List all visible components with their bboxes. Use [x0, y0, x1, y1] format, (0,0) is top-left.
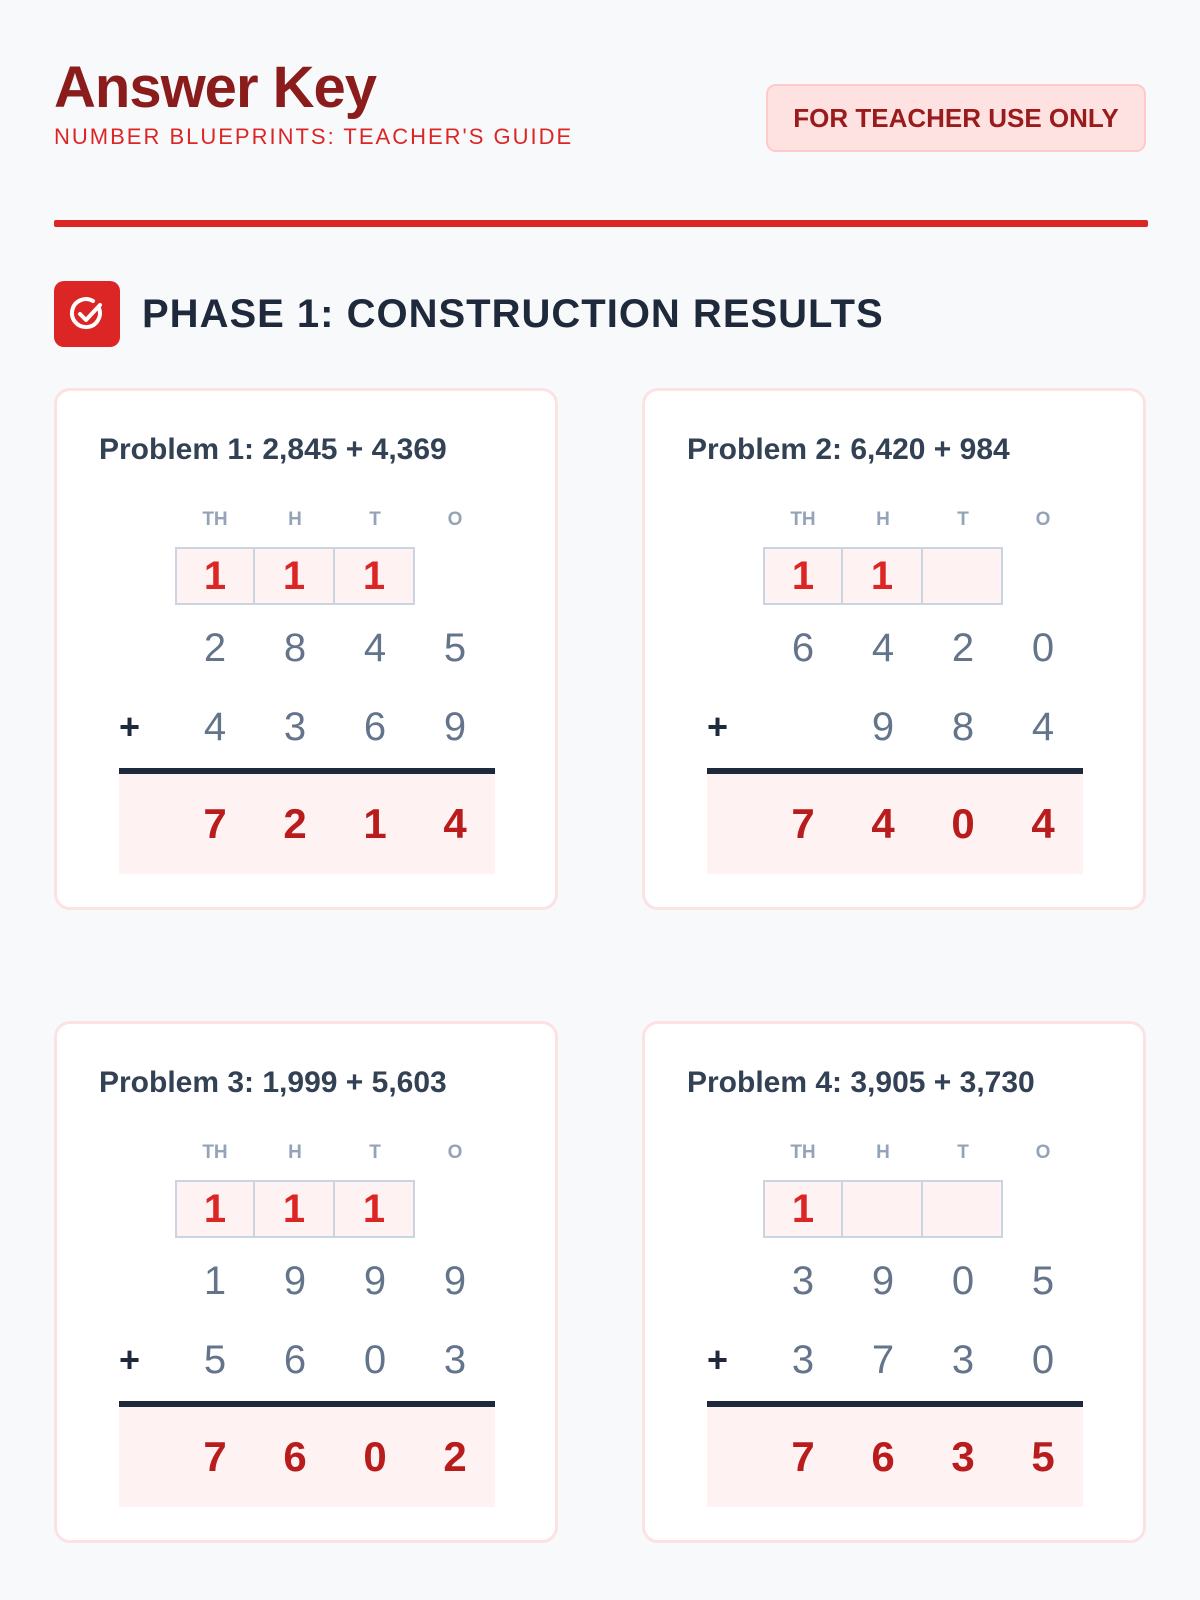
addend-digit: 6 [363, 705, 387, 749]
result-digit: 0 [951, 800, 975, 847]
problem-title: Problem 3: 1,999 + 5,603 [99, 1066, 447, 1099]
result-digit: 5 [1031, 1433, 1055, 1480]
carry-box: 1 [255, 547, 335, 605]
addend-digit: 5 [1031, 1259, 1055, 1303]
place-value-header: O [447, 509, 463, 530]
place-value-header: O [1035, 509, 1051, 530]
addend-digit: 0 [363, 1338, 387, 1382]
problem-card [642, 1021, 1146, 1543]
problem-card [54, 1021, 558, 1543]
result-digit: 7 [203, 800, 227, 847]
header-divider [54, 220, 1148, 227]
teacher-only-badge: FOR TEACHER USE ONLY [766, 84, 1146, 152]
carry-box [843, 1180, 923, 1238]
addend-digit: 3 [443, 1338, 467, 1382]
addend-digit: 9 [443, 705, 467, 749]
addend-digit: 9 [871, 705, 895, 749]
place-value-header: TH [790, 1142, 816, 1163]
addend-digit: 0 [951, 1259, 975, 1303]
addend-digit: 6 [791, 626, 815, 670]
plus-sign: + [119, 1339, 141, 1380]
place-value-header: T [957, 509, 969, 530]
problem-card [642, 388, 1146, 910]
result-digit: 2 [283, 800, 307, 847]
addend-digit: 9 [871, 1259, 895, 1303]
addend-digit: 3 [791, 1259, 815, 1303]
place-value-header: H [288, 509, 302, 530]
addend-digit: 7 [871, 1338, 895, 1382]
place-value-header: H [876, 1142, 890, 1163]
check-circle-icon [54, 281, 120, 347]
addend-digit: 4 [1031, 705, 1055, 749]
addend-digit: 3 [791, 1338, 815, 1382]
addend-digit: 4 [363, 626, 387, 670]
section-title: PHASE 1: CONSTRUCTION RESULTS [142, 291, 884, 336]
problem-card [54, 388, 558, 910]
section-heading [54, 281, 884, 347]
page-subtitle: NUMBER BLUEPRINTS: TEACHER'S GUIDE [54, 124, 574, 149]
place-value-header: H [876, 509, 890, 530]
result-digit: 7 [791, 800, 815, 847]
carry-box [923, 1180, 1003, 1238]
problem-title: Problem 1: 2,845 + 4,369 [99, 433, 447, 466]
addend-digit: 8 [951, 705, 975, 749]
result-digit: 7 [791, 1433, 815, 1480]
result-digit: 2 [443, 1433, 467, 1480]
addend-digit: 0 [1031, 1338, 1055, 1382]
addend-digit: 2 [951, 626, 975, 670]
place-value-header: TH [202, 1142, 228, 1163]
addend-digit: 6 [283, 1338, 307, 1382]
addend-digit: 1 [203, 1259, 227, 1303]
place-value-header: TH [790, 509, 816, 530]
result-digit: 1 [363, 800, 387, 847]
plus-sign: + [707, 1339, 729, 1380]
addend-digit: 3 [951, 1338, 975, 1382]
result-digit: 4 [443, 800, 467, 847]
carry-box: 1 [763, 547, 843, 605]
addend-digit: 3 [283, 705, 307, 749]
page-title: Answer Key [54, 55, 377, 120]
place-value-header: T [369, 1142, 381, 1163]
header [54, 54, 1146, 164]
addend-digit: 8 [283, 626, 307, 670]
addend-digit: 5 [443, 626, 467, 670]
plus-sign: + [119, 706, 141, 747]
result-digit: 7 [203, 1433, 227, 1480]
carry-box: 1 [335, 547, 415, 605]
place-value-header: T [957, 1142, 969, 1163]
result-digit: 4 [1031, 800, 1055, 847]
result-digit: 0 [363, 1433, 387, 1480]
carry-box: 1 [255, 1180, 335, 1238]
addend-digit: 4 [203, 705, 227, 749]
problem-title: Problem 4: 3,905 + 3,730 [687, 1066, 1035, 1099]
problem-title: Problem 2: 6,420 + 984 [687, 433, 1010, 466]
plus-sign: + [707, 706, 729, 747]
addend-digit: 2 [203, 626, 227, 670]
result-digit: 4 [871, 800, 895, 847]
addend-digit: 5 [203, 1338, 227, 1382]
addend-digit: 4 [871, 626, 895, 670]
place-value-header: TH [202, 509, 228, 530]
result-digit: 6 [283, 1433, 307, 1480]
addend-digit: 9 [443, 1259, 467, 1303]
place-value-header: T [369, 509, 381, 530]
place-value-header: H [288, 1142, 302, 1163]
result-digit: 6 [871, 1433, 895, 1480]
addend-digit: 0 [1031, 626, 1055, 670]
addend-digit: 9 [283, 1259, 307, 1303]
carry-box: 1 [175, 1180, 255, 1238]
result-digit: 3 [951, 1433, 975, 1480]
carry-box: 1 [335, 1180, 415, 1238]
carry-box: 1 [763, 1180, 843, 1238]
carry-box [923, 547, 1003, 605]
carry-box: 1 [175, 547, 255, 605]
place-value-header: O [447, 1142, 463, 1163]
addend-digit: 9 [363, 1259, 387, 1303]
carry-box: 1 [843, 547, 923, 605]
place-value-header: O [1035, 1142, 1051, 1163]
